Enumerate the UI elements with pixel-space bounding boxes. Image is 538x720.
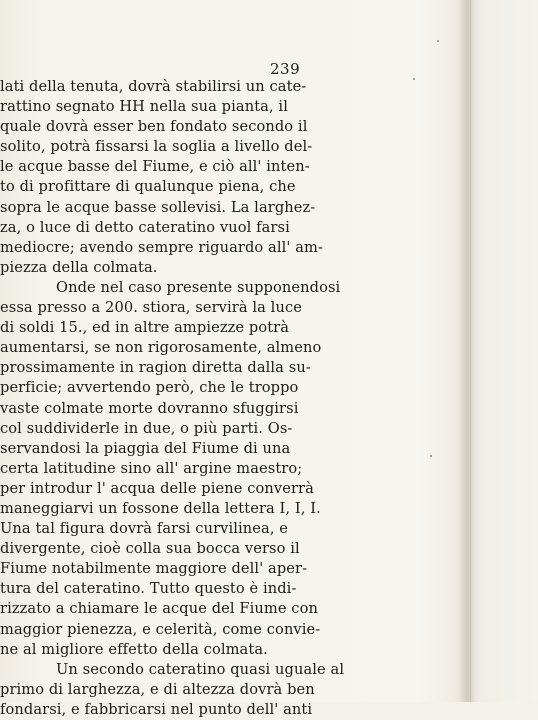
binding-shadow xyxy=(458,0,476,702)
paragraph-first-line: Un secondo cateratino quasi uguale al xyxy=(56,660,345,678)
text-line: divergente, cioè colla sua bocca verso il xyxy=(0,540,300,558)
text-line: servandosi la piaggia del Fiume di una xyxy=(0,439,291,457)
text-line: vaste colmate morte dovranno sfuggirsi xyxy=(0,399,299,417)
text-line: prossimamente in ragion diretta dalla su- xyxy=(0,359,311,377)
text-line: primo di larghezza, e di altezza dovrà ben xyxy=(0,680,315,698)
paper-speck xyxy=(437,40,439,42)
text-line: za, o luce di detto cateratino vuol farsi xyxy=(0,218,290,236)
text-line: ne al migliore effetto della colmata. xyxy=(0,640,268,658)
text-line: quale dovrà esser ben fondato secondo il xyxy=(0,118,308,136)
text-line: Una tal figura dovrà farsi curvilinea, e xyxy=(0,520,289,538)
text-line: mediocre; avendo sempre riguardo all' am- xyxy=(0,238,324,256)
text-line: col suddividerle in due, o più parti. Os- xyxy=(0,419,293,437)
paper-speck xyxy=(430,455,432,457)
text-line: to di profittare di qualunque piena, che xyxy=(0,178,296,196)
text-line: maneggiarvi un fossone della lettera I, I, I. xyxy=(0,499,321,517)
text-line: piezza della colmata. xyxy=(0,258,158,276)
text-line: sopra le acque basse sollevisi. La larghez- xyxy=(0,198,316,216)
text-line: essa presso a 200. stiora, servirà la luce xyxy=(0,299,302,317)
text-line: certa latitudine sino all' argine maestro; xyxy=(0,459,303,477)
body-text xyxy=(0,77,345,720)
text-line: aumentarsi, se non rigorosamente, almeno xyxy=(0,339,322,357)
text-line: maggior pienezza, e celerità, come convie- xyxy=(0,620,321,638)
text-line: Fiume notabilmente maggiore dell' aper- xyxy=(0,560,308,578)
text-line: perficie; avvertendo però, che le troppo xyxy=(0,379,299,397)
paper-speck xyxy=(413,78,415,80)
text-line: lati della tenuta, dovrà stabilirsi un cate- xyxy=(0,78,307,95)
text-line: tura del cateratino. Tutto questo è indi- xyxy=(0,580,297,598)
paragraph-first-line: Onde nel caso presente supponendosi xyxy=(56,278,341,296)
page-edge xyxy=(470,0,471,702)
page-number: 239 xyxy=(270,60,301,78)
text-line: per introdur l' acqua delle piene converrà xyxy=(0,479,314,497)
text-line: fondarsi, e fabbricarsi nel punto dell' anti xyxy=(0,700,313,718)
text-line: solito, potrà fissarsi la soglia a livello del- xyxy=(0,138,313,156)
text-line: rattino segnato HH nella sua pianta, il xyxy=(0,98,288,116)
text-line: di soldi 15., ed in altre ampiezze potrà xyxy=(0,319,290,337)
text-line: rizzato a chiamare le acque del Fiume con xyxy=(0,600,318,618)
text-line: le acque basse del Fiume, e ciò all' inten- xyxy=(0,158,310,176)
